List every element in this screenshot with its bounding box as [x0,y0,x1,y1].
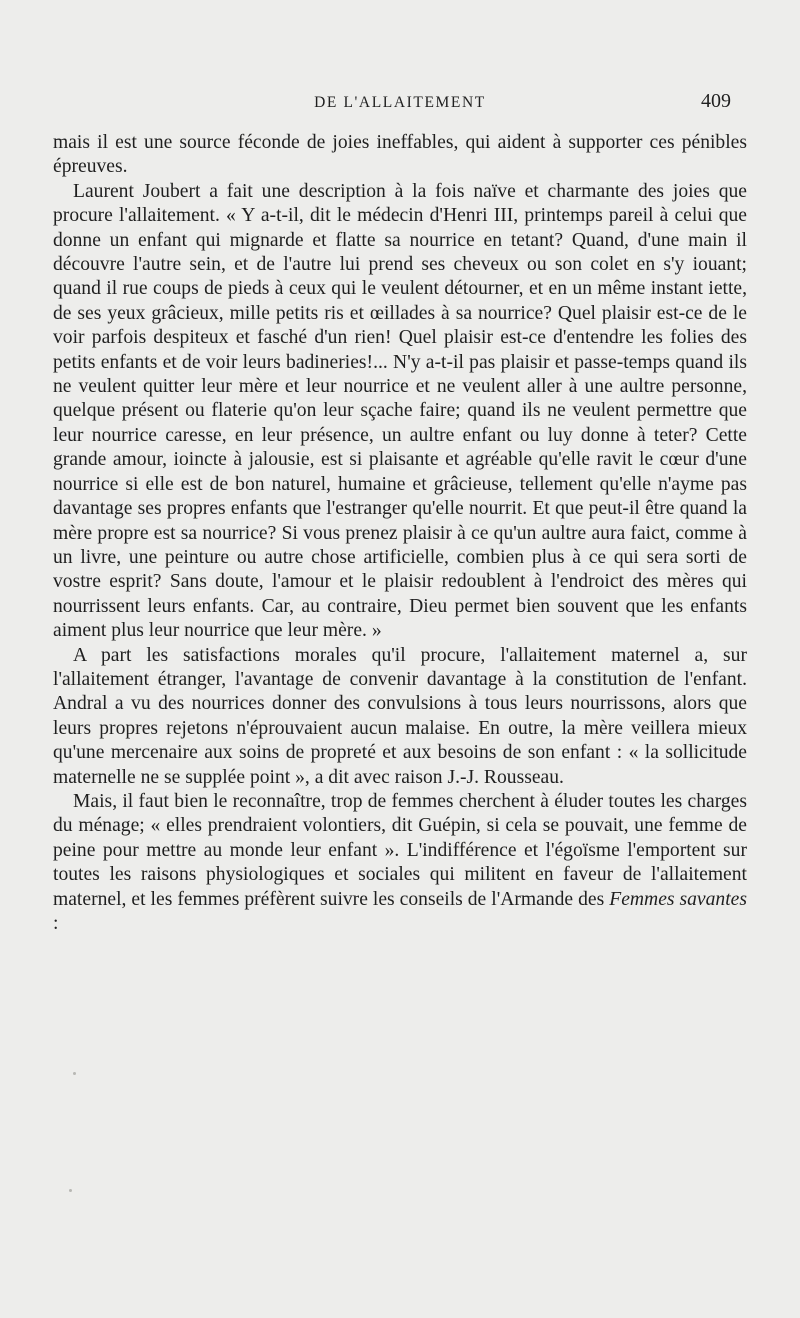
italic-title-femmes-savantes: Femmes savantes [609,888,747,910]
paragraph-joubert-quote: Laurent Joubert a fait une description à la fois naïve et charmante des joies que procure l'allaitement. « Y a-t-il, dit le médecin d'Henri III, printemps pareil à celui que donne un enfant qui mignarde et flatte sa nourrice en tetant? Quand, d'une main il découvre l'autre sein, et de l'autre lui prend ses cheveux ou son colet en s'y iouant; quand il rue coups de pieds à ceux qui le veulent détourner, et en un même instant iette, de ses yeux grâcieux, mille petits ris et œillades à sa nourrice? Quel plaisir est-ce de le voir parfois despiteux et fasché d'un rien! Quel plaisir est-ce d'entendre les folies des petits enfants et de voir leurs badineries!... N'y a-t-il pas plaisir et passe-temps quand ils ne veulent quitter leur mère et leur nourrice et ne veulent aller à une aultre personne, quelque présent ou flaterie qu'on leur sçache faire; quand ils ne veulent permettre que leur nourrice caresse, en leur présence, un aultre enfant ou luy donne à teter? Cette grande amour, ioincte à jalousie, est si plaisante et agréable qu'elle ravit le cœur d'une nourrice si elle est de bon naturel, humaine et grâcieuse, tellement qu'elle n'ayme pas davantage ses propres enfants que l'estranger qu'elle nourrit. Et que peut-il être quand la mère propre est sa nourrice? Si vous prenez plaisir à ce qu'un aultre aura faict, comme à un livre, une peinture ou autre chose artificielle, combien plus à ce qui sera sorti de vostre esprit? Sans doute, l'amour et le plaisir redoublent à l'endroict des mères qui nourrissent leurs enfants. Car, au contraire, Dieu permet bien souvent que les enfants aiment plus leur nourrice que leur mère. » [53,180,747,642]
paragraph-indifference [53,790,747,936]
paragraph-maternal-advantage: A part les satisfactions morales qu'il procure, l'allaitement maternel a, sur l'allaitement étranger, l'avantage de convenir davantage à la constitution de l'enfant. Andral a vu des nourrices donner des convulsions à tous leurs nourrissons, alors que leurs propres rejetons n'éprouvaient aucun malaise. En outre, la mère veillera mieux qu'une mercenaire aux soins de propreté et aux besoins de son enfant : « la sollicitude maternelle ne se supplée point », a dit avec raison J.-J. Rousseau. [53,644,747,788]
page-number: 409 [701,90,731,112]
paragraph-indifference-text: Mais, il faut bien le reconnaître, trop de femmes cherchent à éluder toutes les charges du ménage; « elles prendraient volontiers, dit Guépin, si cela se pouvait, une femme de peine pour mettre au monde leur enfant ». L'indifférence et l'égoïsme l'emportent sur toutes les raisons physiologiques et sociales qui militent en faveur de l'allaitement maternel, et les femmes préfèrent suivre les conseils de l'Armande des [53,790,747,910]
running-title: DE L'ALLAITEMENT [314,94,486,111]
body-text [53,131,747,936]
closing-punctuation: : [53,913,59,934]
paper-speck [73,1072,76,1075]
running-head [0,90,800,114]
paper-speck [69,1189,72,1192]
paragraph-continuation: mais il est une source féconde de joies ineffables, qui aident à supporter ces pénibles épreuves. [53,132,747,178]
